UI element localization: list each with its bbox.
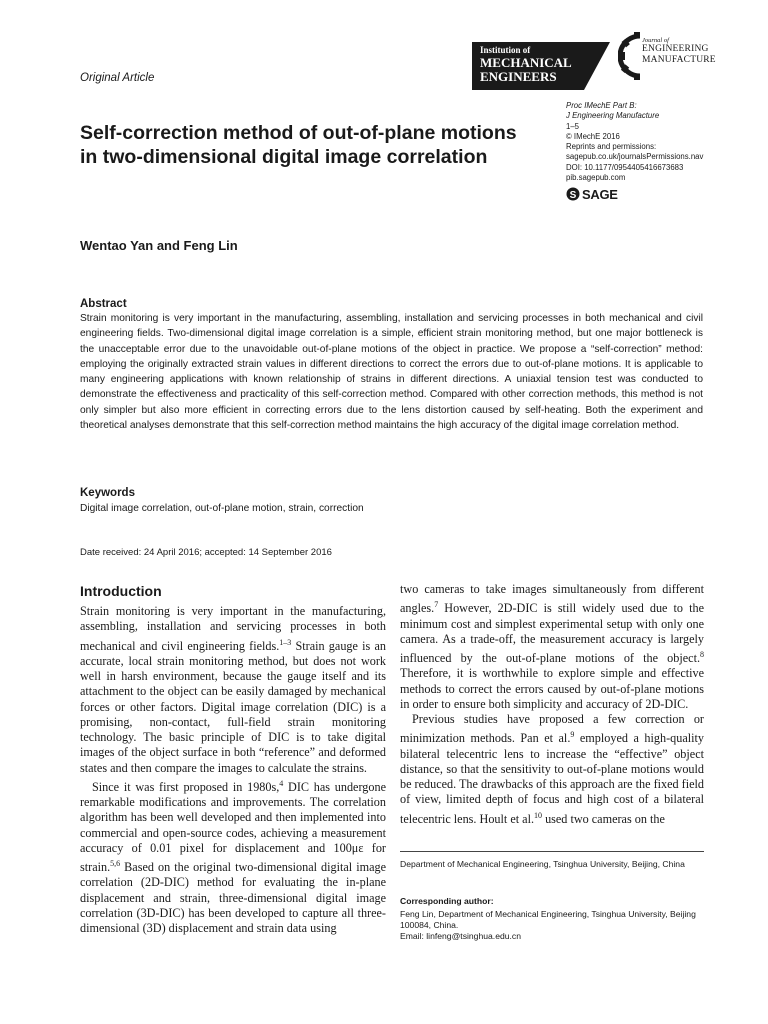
intro-p4-text-a: Previous studies have proposed a few correction or minimization methods. Pan et al. [400,712,704,746]
corresponding-author-heading: Corresponding author: [400,896,494,906]
intro-p1-text-b: Strain gauge is an accurate, local strain monitoring method, but does not work well in harsh environment, because the gauge itself and its attachment to the object can be easily damaged by mechanical forces or other factors. Digital image correlation (DIC) is a promising, non-contact, full-field strain monitoring technology. The basic principle of DIC is to take digital images of the object surface in both “reference” and deformed states and then compare the images to calculate the strains. [80,638,386,775]
journal-logo-line3: MANUFACTURE [642,55,716,65]
author-affiliation: Department of Mechanical Engineering, Tsinghua University, Beijing, China [400,859,685,869]
abstract-heading: Abstract [80,298,127,310]
sage-s-icon [566,187,580,201]
intro-p3-text-c: Therefore, it is worthwhile to explore simple and effective methods to correct the errors caused by out-of-plane motions in order to ensure both simplicity and accuracy of 2D-DIC. [400,666,704,711]
keywords-heading: Keywords [80,487,135,499]
keywords-text: Digital image correlation, out-of-plane motion, strain, correction [80,503,364,514]
imeche-logo [472,42,610,90]
intro-paragraph-3 [400,582,704,712]
citation-ref[interactable]: 5,6 [110,859,121,869]
article-type-label: Original Article [80,72,155,84]
journal-meta [566,101,746,183]
corresponding-author-details [400,909,704,942]
citation-ref[interactable]: 8 [700,650,704,660]
paper-authors: Wentao Yan and Feng Lin [80,238,238,253]
sage-logo [566,186,618,202]
intro-paragraph-1 [80,604,386,776]
meta-copyright: © IMechE 2016 [566,131,620,141]
journal-logo-line2: ENGINEERING [642,44,709,54]
meta-journal: Proc IMechE Part B: [566,101,637,110]
citation-ref[interactable]: 10 [534,810,543,820]
meta-site[interactable]: pib.sagepub.com [566,173,626,183]
footnote-divider [400,851,704,852]
meta-reprints: Reprints and permissions: [566,142,657,152]
body-column-left [80,604,386,936]
intro-p3-text-a: two cameras to take images simultaneously from different angles. [400,582,704,616]
imeche-logo-line3: ENGINEERS [480,69,557,84]
intro-p3-text-b: However, 2D-DIC is still widely used due to the minimum cost and simplest experimental setup with only one camera. As a trade-off, the measurement accuracy is largely influenced by the out-of-plane motions of the object. [400,601,704,666]
sage-logo-text: SAGE [582,186,618,202]
abstract-text: Strain monitoring is very important in the manufacturing, assembling, installation and servicing processes in both mechanical and civil engineering fields. Two-dimensional digital image correlation is a simple, efficient strain monitoring method, but one major bottleneck is the unacceptable error due to the unavoidable out-of-plane motions of the object in practice. We propose a “self-correction” method: employing the originally extracted strain values in different directions to correct the errors due to out-of-plane motions. It is applicable to many engineering applications with known relationship of strains in different directions. A uniaxial tension test was conducted to demonstrate the effectiveness and practicality of this self-correction method. Compared with other correction methods, this method is not only simpler but also more efficient in correcting errors due to the lens distortion caused by self-heating. Both the experiment and theoretical analyses demonstrate that this self-correction method maintains the high accuracy of the digital image correlation method. [80,313,703,432]
meta-doi[interactable]: DOI: 10.1177/0954405416673683 [566,162,684,172]
journal-logo-line1: Journal of [642,37,669,44]
body-column-right [400,582,704,827]
citation-ref[interactable]: 7 [434,600,439,610]
intro-p2-text-c: Based on the original two-dimensional digital image correlation (2D-DIC) method for evaluating the in-plane displacement and strain, three-dimensional digital image correlation (3D-DIC) has been developed to capture all three-dimensional (3D) displacement and strain data using [80,860,386,936]
citation-ref[interactable]: 9 [570,730,575,740]
corresponding-author-address: Feng Lin, Department of Mechanical Engineering, Tsinghua University, Beijing 100084, China. [400,909,696,930]
meta-reprints-url[interactable]: sagepub.co.uk/journalsPermissions.nav [566,152,704,162]
intro-paragraph-2 [80,776,386,937]
intro-p2-text-a: Since it was first proposed in 1980s, [92,779,280,794]
corresponding-author-email[interactable]: Email: linfeng@tsinghua.edu.cn [400,931,521,941]
imeche-logo-line2: MECHANICAL [480,55,572,70]
journal-logo [618,32,728,80]
date-received: Date received: 24 April 2016; accepted: 14 September 2016 [80,547,332,558]
citation-ref[interactable]: 1–3 [279,637,292,647]
intro-paragraph-4 [400,712,704,827]
intro-p2-text-b: DIC has undergone remarkable modifications and improvements. The correlation algorithm has been well developed and then implemented into commercial and open-source codes, achieving a measurement accuracy of 0.01 pixel for displacement and 100με for strain. [80,779,386,875]
imeche-logo-line1: Institution of [480,45,531,55]
intro-p4-text-c: used two cameras on the [542,811,665,826]
meta-journal-sub: J Engineering Manufacture [566,111,660,121]
introduction-heading: Introduction [80,583,162,599]
citation-ref[interactable]: 4 [279,778,284,788]
intro-p4-text-b: employed a high-quality bilateral telecentric lens to increase the “effective” object distance, so that the sensitivity to out-of-plane motions would be reduced. The drawbacks of this approach are the fixed field of view, limited depth of focus and high cost of a bilateral telecentric lens. Hoult et al. [400,731,704,826]
paper-title: Self-correction method of out-of-plane motions in two-dimensional digital image correlation [80,122,517,168]
intro-p1-text-a: Strain monitoring is very important in the manufacturing, assembling, installation and servicing processes in both mechanical and civil engineering fields. [80,604,386,653]
meta-pages: 1–5 [566,121,580,131]
svg-text:S: S [569,190,577,201]
